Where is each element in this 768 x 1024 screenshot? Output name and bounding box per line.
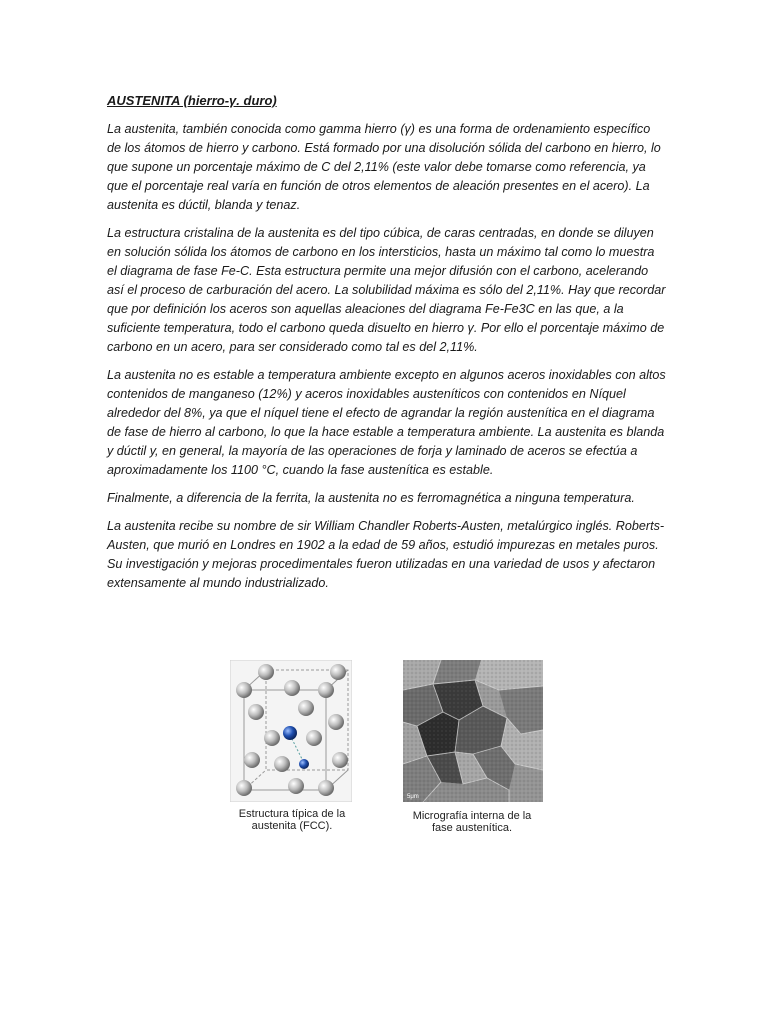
fcc-caption-line2: austenita (FCC). — [251, 820, 333, 832]
fcc-caption-line1: Estructura típica de la — [238, 808, 346, 820]
paragraph-definition: La austenita, también conocida como gamma hierro (γ) es una forma de ordenamiento específico de los átomos de hierro y carbono. Está formado por una disolución sólida del carbono en hierro, lo que supone un porcentaje máximo de C del 2,11% (este valor debe tomarse como referencia, ya que el porcentaje real varía en función de otros elementos de aleación presentes en el acero). La austenita es dúctil, blanda y tenaz. — [107, 122, 661, 212]
document-body — [107, 92, 667, 602]
paragraph-crystal-structure: La estructura cristalina de la austenita es del tipo cúbica, de caras centradas, en donde se diluyen en solución sólida los átomos de carbono en los intersticios, hasta un máximo tal como lo muestra el diagrama de fase Fe-C. Esta estructura permite una mejor difusión con el carbono, acelerando así el proceso de carburación del acero. La solubilidad máxima es sólo del 2,11%. Hay que recordar que por definición los aceros son aquellas aleaciones del diagrama Fe-Fe3C en las que, a la suficiente temperatura, todo el carbono queda disuelto en hierro γ. Por ello el porcentaje máximo de carbono en un acero, para ser considerado como tal es del 2,11%. — [107, 226, 666, 354]
micrograph-image — [403, 660, 543, 802]
document-title: AUSTENITA (hierro-γ. duro) — [107, 93, 277, 108]
micrograph-caption — [404, 810, 540, 834]
micrograph-caption-line1: Micrografía interna de la — [412, 810, 532, 822]
fcc-caption — [225, 808, 359, 832]
figures-row — [0, 660, 768, 860]
micrograph-caption-line2: fase austenítica. — [431, 822, 513, 834]
micrograph-scale-label: 5μm — [407, 794, 419, 800]
paragraph-stability: La austenita no es estable a temperatura ambiente excepto en algunos aceros inoxidables con altos contenidos de manganeso (12%) y aceros inoxidables austeníticos con contenidos en Níquel alrededor del 8%, ya que el níquel tiene el efecto de agrandar la región austenítica en el diagrama de fase de hierro al carbono, lo que la hace estable a temperatura ambiente. La austenita es blanda y dúctil y, en general, la mayoría de las operaciones de forja y laminado de aceros se efectúa a aproximadamente los 1100 °C, cuando la fase austenítica es estable. — [107, 368, 666, 477]
paragraph-etymology: La austenita recibe su nombre de sir William Chandler Roberts-Austen, metalúrgico inglés. Roberts-Austen, que murió en Londres en 1902 a la edad de 59 años, estudió impurezas en metales puros. Su investigación y mejoras procedimentales fueron utilizadas en una variedad de usos y afectaron extensamente al mundo industrializado. — [107, 519, 665, 590]
paragraph-magnetism: Finalmente, a diferencia de la ferrita, la austenita no es ferromagnética a ninguna temperatura. — [107, 491, 635, 505]
fcc-structure-image — [230, 660, 352, 802]
